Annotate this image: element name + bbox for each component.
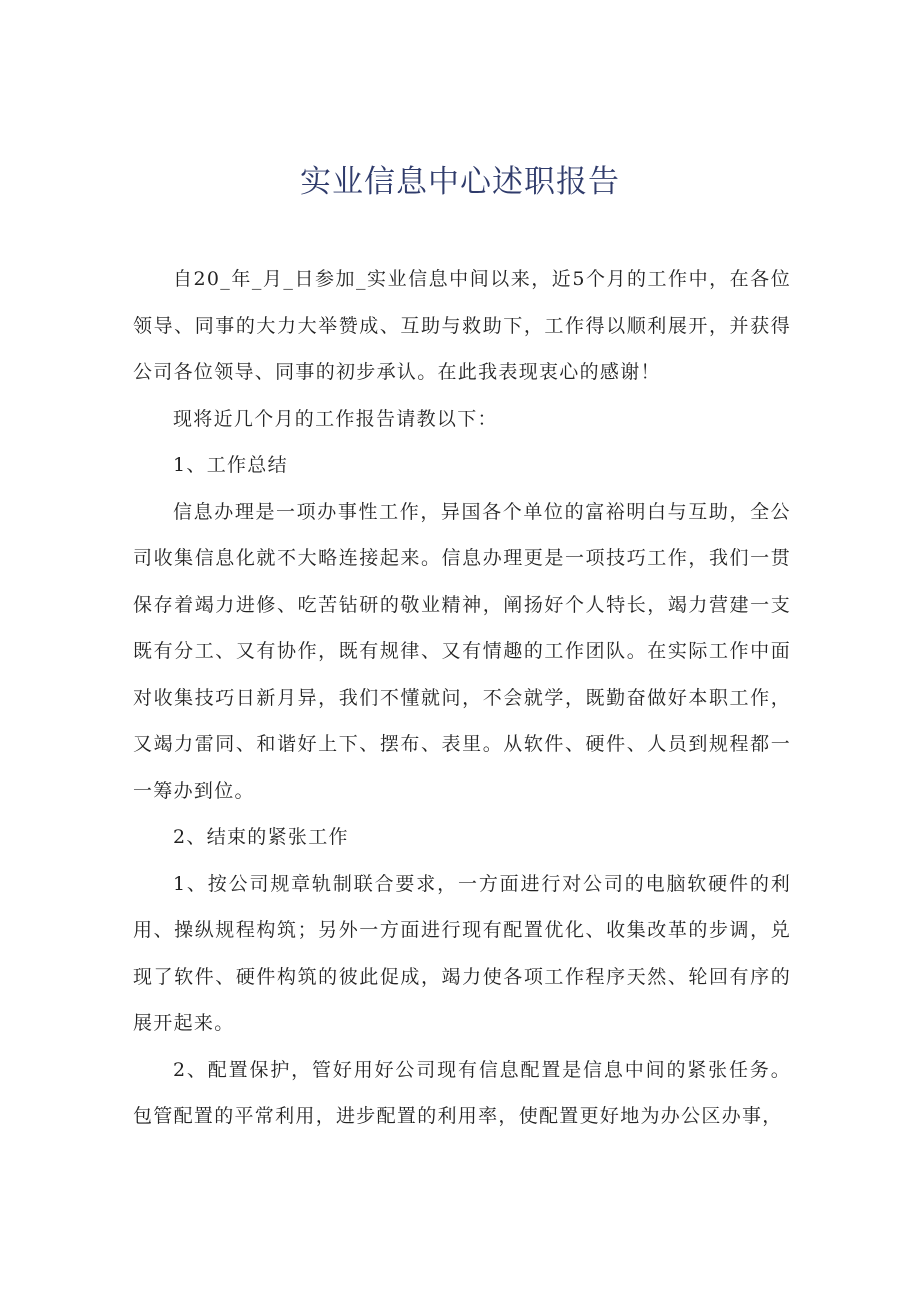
paragraph-intro: 自20_年_月_日参加_实业信息中间以来，近5个月的工作中，在各位领导、同事的大力大举赞成、互助与救助下，工作得以顺利展开，并获得公司各位领导、同事的初步承认。在此我表现衷心的感谢！: [133, 268, 791, 383]
paragraph-work-summary: 信息办理是一项办事性工作，异国各个单位的富裕明白与互助，全公司收集信息化就不大略连接起来。信息办理更是一项技巧工作，我们一贯保存着竭力进修、吃苦钻研的敬业精神，阐扬好个人特长，竭力营建一支既有分工、又有协作，既有规律、又有情趣的工作团队。在实际工作中面对收集技巧日新月异，我们不懂就问，不会就学，既勤奋做好本职工作，又竭力雷同、和谐好上下、摆布、表里。从软件、硬件、人员到规程都一一筹办到位。: [133, 500, 791, 802]
document-title: 实业信息中心述职报告: [300, 164, 620, 200]
paragraph-report-lead: 现将近几个月的工作报告请教以下：: [173, 407, 498, 430]
section-heading-completed-work: 2、结束的紧张工作: [173, 826, 349, 848]
document-body: [133, 256, 791, 1140]
paragraph-item-1: 1、按公司规章轨制联合要求，一方面进行对公司的电脑软硬件的利用、操纵规程构筑；另外一方面进行现有配置优化、收集改革的步调，兑现了软件、硬件构筑的彼此促成，竭力使各项工作程序天然、轮回有序的展开起来。: [133, 872, 791, 1034]
section-heading-work-summary: 1、工作总结: [173, 454, 288, 476]
paragraph-item-2: 2、配置保护，管好用好公司现有信息配置是信息中间的紧张任务。包管配置的平常利用，进步配置的利用率，使配置更好地为办公区办事，: [133, 1058, 791, 1127]
